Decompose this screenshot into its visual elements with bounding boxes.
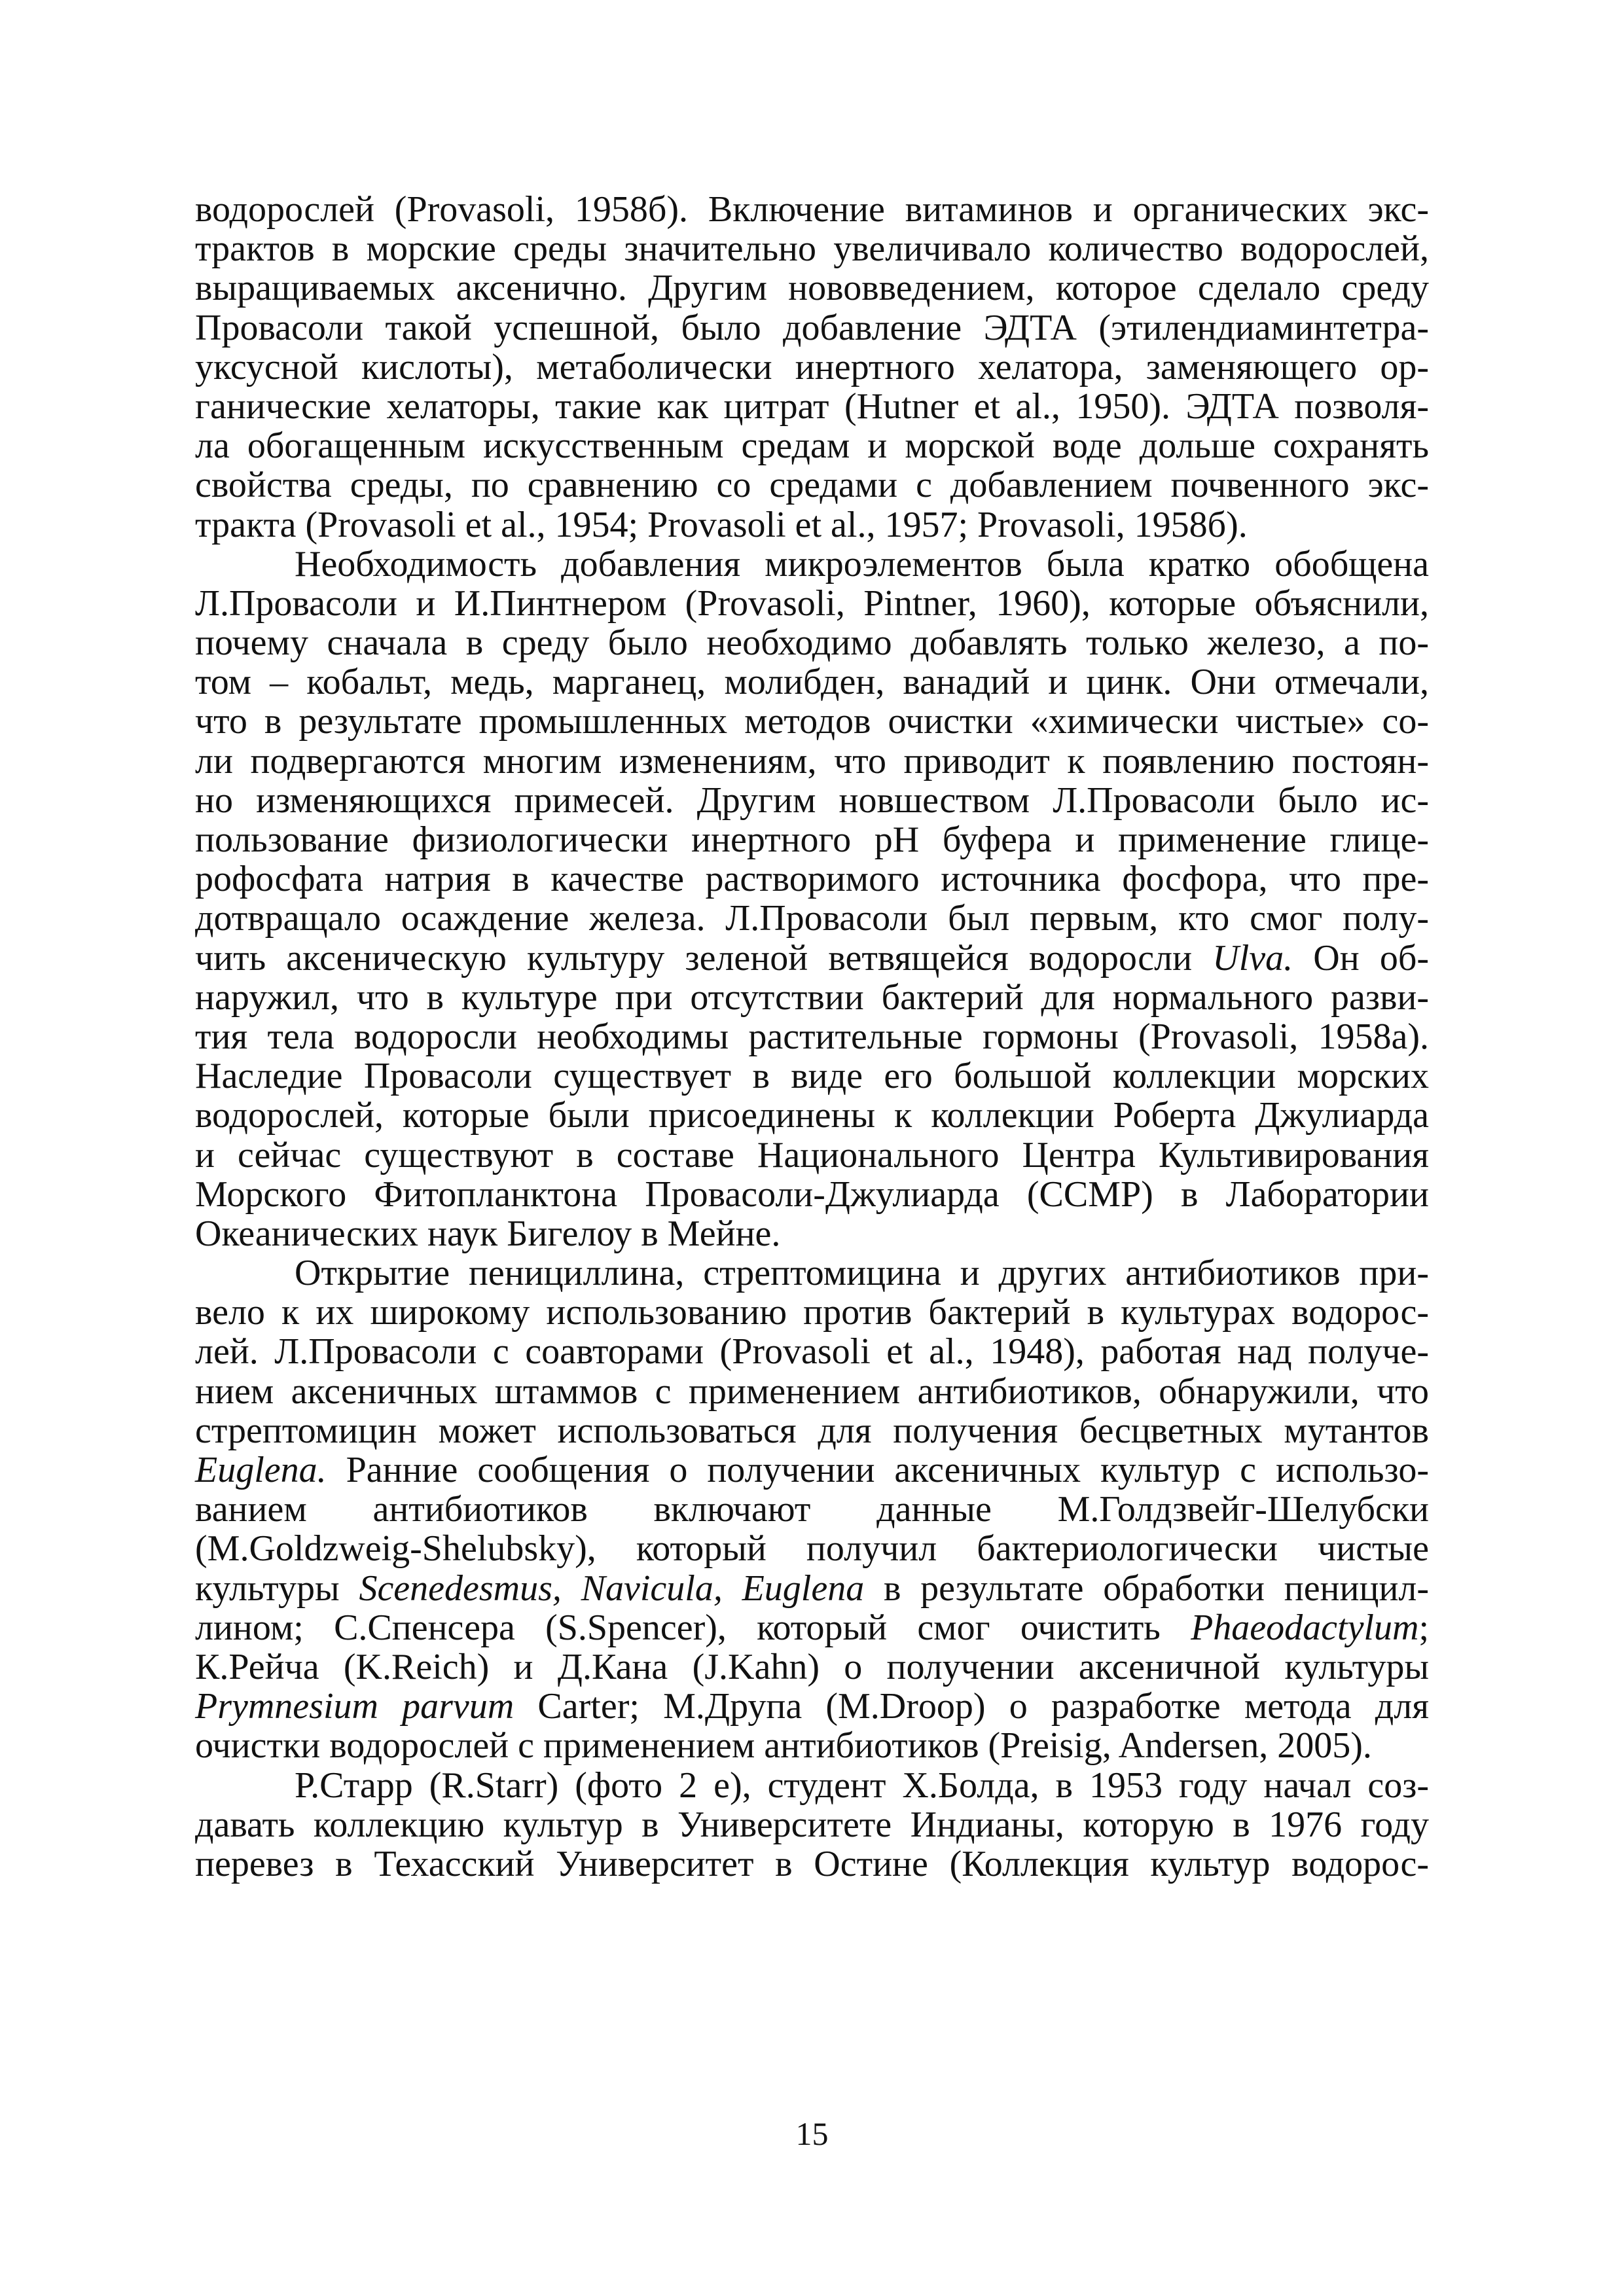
text-run: рофосфата натрия в качестве растворимого источника фосфора, что пре- xyxy=(195,859,1429,900)
text-line xyxy=(195,387,1429,426)
text-run: ли подвергаются многим изменениям, что приводит к появлению постоян- xyxy=(195,740,1429,781)
text-line xyxy=(195,1687,1429,1726)
text-line xyxy=(195,978,1429,1017)
text-run: том – кобальт, медь, марганец, молибден, ванадий и цинк. Они отмечали, xyxy=(195,662,1429,703)
text-run: очистки водорослей с применением антибиотиков (Preisig, Andersen, 2005). xyxy=(195,1725,1372,1767)
text-line xyxy=(195,1253,1429,1293)
text-run: Морского Фитопланктона Провасоли-Джулиарда (CCMP) в Лаборатории xyxy=(195,1174,1429,1215)
text-line xyxy=(195,1096,1429,1135)
text-line xyxy=(195,859,1429,899)
text-run: Наследие Провасоли существует в виде его большой коллекции морских xyxy=(195,1056,1429,1097)
text-line xyxy=(195,1175,1429,1214)
text-run: лей. Л.Провасоли с соавторами (Provasoli et al., 1948), работая над получе- xyxy=(195,1331,1429,1372)
page-number: 15 xyxy=(795,2115,829,2152)
text-run: Р.Старр (R.Starr) (фото 2 е), студент Х.Болда, в 1953 году начал соз- xyxy=(295,1765,1429,1806)
text-line xyxy=(195,1608,1429,1647)
text-line xyxy=(195,545,1429,584)
text-run: водорослей (Provasoli, 1958б). Включение витаминов и органических экс- xyxy=(195,189,1429,230)
text-line xyxy=(195,1450,1429,1490)
text-run: трактов в морские среды значительно увеличивало количество водорослей, xyxy=(195,228,1429,270)
text-line xyxy=(195,1490,1429,1529)
italic-term: Scenedesmus, Navicula, Euglena xyxy=(359,1568,865,1609)
text-run: и сейчас существуют в составе Национального Центра Культивирования xyxy=(195,1134,1429,1175)
text-line xyxy=(195,1647,1429,1687)
text-run: почему сначала в среду было необходимо добавлять только железо, а по- xyxy=(195,622,1429,664)
text-line xyxy=(195,1766,1429,1805)
paragraph xyxy=(195,545,1429,1253)
text-run: Необходимость добавления микроэлементов была кратко обобщена xyxy=(295,543,1429,584)
text-run: в результате обработки пеницил- xyxy=(864,1568,1430,1609)
text-line xyxy=(195,465,1429,505)
body-text xyxy=(195,190,1429,1884)
text-run: тия тела водоросли необходимы растительные гормоны (Provasoli, 1958а). xyxy=(195,1016,1429,1057)
text-run: тракта (Provasoli et al., 1954; Provasoli et al., 1957; Provasoli, 1958б). xyxy=(195,504,1248,545)
text-run: ; xyxy=(1418,1607,1429,1648)
text-line xyxy=(195,1805,1429,1844)
paragraph xyxy=(195,1766,1429,1884)
text-line xyxy=(195,820,1429,859)
text-line xyxy=(195,426,1429,465)
text-line xyxy=(195,1529,1429,1568)
text-run: водорослей, которые были присоединены к коллекции Роберта Джулиарда xyxy=(195,1095,1429,1136)
text-line xyxy=(195,584,1429,623)
text-line xyxy=(195,229,1429,268)
text-run: вело к их широкому использованию против бактерий в культурах водорос- xyxy=(195,1292,1429,1333)
text-run: Он об- xyxy=(1293,937,1429,978)
text-line xyxy=(195,1372,1429,1411)
text-run: Океанических наук Бигелоу в Мейне. xyxy=(195,1213,781,1254)
text-run: (M.Goldzweig-Shelubsky), который получил бактериологически чистые xyxy=(195,1528,1429,1570)
text-run: стрептомицин может использоваться для получения бесцветных мутантов xyxy=(195,1410,1429,1451)
italic-term: Euglena. xyxy=(195,1450,327,1490)
text-run: наружил, что в культуре при отсутствии бактерий для нормального разви- xyxy=(195,977,1429,1018)
text-line xyxy=(195,702,1429,741)
text-run: что в результате промышленных методов очистки «химически чистые» со- xyxy=(195,701,1429,742)
italic-term: Prymnesium parvum xyxy=(195,1686,514,1727)
text-run: пользование физиологически инертного рН буфера и применение глице- xyxy=(195,819,1429,860)
text-run: Открытие пенициллина, стрептомицина и других антибиотиков при- xyxy=(295,1253,1429,1294)
paragraph xyxy=(195,190,1429,545)
text-line xyxy=(195,1136,1429,1175)
text-run: ла обогащенным искусственным средам и морской воде дольше сохранять xyxy=(195,425,1429,467)
text-run: Провасоли такой успешной, было добавление ЭДТА (этилендиаминтетра- xyxy=(195,307,1429,348)
text-line xyxy=(195,662,1429,702)
text-line xyxy=(195,1332,1429,1371)
text-run: уксусной кислоты), метаболически инертного хелатора, заменяющего ор- xyxy=(195,346,1429,387)
paragraph xyxy=(195,1253,1429,1765)
text-line xyxy=(195,1411,1429,1450)
italic-term: Phaeodactylum xyxy=(1191,1607,1419,1648)
text-run: Carter; М.Друпа (M.Droop) о разработке метода для xyxy=(514,1686,1429,1727)
text-line xyxy=(195,348,1429,387)
text-run: культуры xyxy=(195,1568,359,1609)
text-run: К.Рейча (K.Reich) и Д.Кана (J.Kahn) о получении аксеничной культуры xyxy=(195,1646,1429,1687)
text-run: свойства среды, по сравнению со средами с добавлением почвенного экс- xyxy=(195,465,1429,506)
text-line xyxy=(195,1293,1429,1332)
text-line xyxy=(195,623,1429,662)
text-line xyxy=(195,742,1429,781)
text-line xyxy=(195,1056,1429,1096)
text-line xyxy=(195,1214,1429,1253)
text-run: нием аксеничных штаммов с применением антибиотиков, обнаружили, что xyxy=(195,1371,1429,1412)
text-run: лином; С.Спенсера (S.Spencer), который смог очистить xyxy=(195,1607,1191,1648)
text-run: ванием антибиотиков включают данные М.Голдзвейг-Шелубски xyxy=(195,1489,1429,1530)
text-line xyxy=(195,899,1429,938)
text-line xyxy=(195,505,1429,545)
text-line xyxy=(195,1844,1429,1884)
text-run: чить аксеническую культуру зеленой ветвящейся водоросли xyxy=(195,937,1213,978)
text-line xyxy=(195,1017,1429,1056)
text-line xyxy=(195,190,1429,229)
text-run: перевез в Техасский Университет в Остине (Коллекция культур водорос- xyxy=(195,1843,1429,1884)
text-run: выращиваемых аксенично. Другим нововведением, которое сделало среду xyxy=(195,268,1429,309)
text-run: ганические хелаторы, такие как цитрат (Hutner et al., 1950). ЭДТА позволя- xyxy=(195,386,1429,427)
text-run: Л.Провасоли и И.Пинтнером (Provasoli, Pintner, 1960), которые объяснили, xyxy=(195,583,1429,624)
text-line xyxy=(195,781,1429,820)
italic-term: Ulva. xyxy=(1212,937,1293,978)
text-run: Ранние сообщения о получении аксеничных культур с использо- xyxy=(326,1450,1429,1490)
text-line xyxy=(195,1726,1429,1765)
text-run: но изменяющихся примесей. Другим новшеством Л.Провасоли было ис- xyxy=(195,780,1429,821)
text-line xyxy=(195,1569,1429,1608)
text-run: дотвращало осаждение железа. Л.Провасоли был первым, кто смог полу- xyxy=(195,898,1429,939)
text-run: давать коллекцию культур в Университете Индианы, которую в 1976 году xyxy=(195,1804,1429,1845)
text-line xyxy=(195,268,1429,308)
text-line xyxy=(195,308,1429,348)
text-line xyxy=(195,939,1429,978)
